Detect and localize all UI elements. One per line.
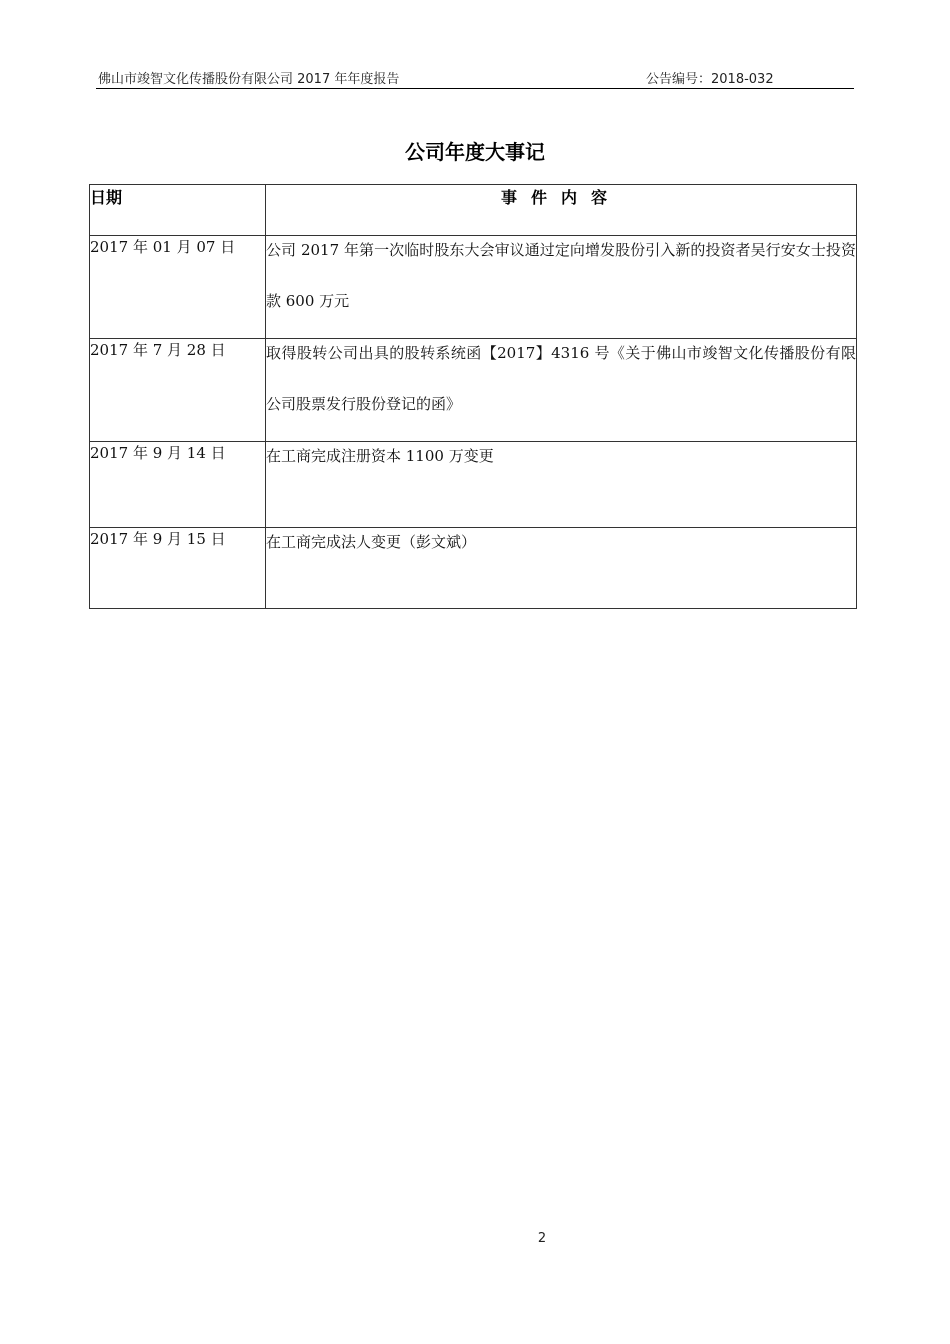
event-date: 2017 年 7 月 28 日: [90, 339, 266, 442]
events-table: [89, 184, 857, 609]
event-date: 2017 年 9 月 15 日: [90, 528, 266, 609]
page-header: [96, 66, 854, 89]
event-date: 2017 年 01 月 07 日: [90, 236, 266, 339]
event-content-text: 在工商完成注册资本 1100 万变更: [266, 447, 494, 465]
event-content-text: 在工商完成法人变更（彭文斌）: [266, 533, 477, 551]
table-row: [90, 442, 857, 528]
table-row: [90, 339, 857, 442]
table-row: [90, 528, 857, 609]
announcement-number: 公告编号：2018-032: [646, 72, 774, 87]
event-content: [266, 339, 857, 442]
report-title: 佛山市竣智文化传播股份有限公司 2017 年年度报告: [98, 72, 400, 87]
event-date: 2017 年 9 月 14 日: [90, 442, 266, 528]
content-column-header: 事件内容: [266, 185, 857, 236]
table-row: [90, 236, 857, 339]
date-column-header: 日期: [90, 185, 266, 236]
page-title: 公司年度大事记: [405, 140, 545, 164]
event-content: [266, 528, 857, 609]
event-content: [266, 442, 857, 528]
page-number: 2: [537, 1231, 547, 1246]
event-content-text: 公司 2017 年第一次临时股东大会审议通过定向增发股份引入新的投资者吴行安女士投资款 600 万元: [266, 241, 856, 310]
event-content-text: 取得股转公司出具的股转系统函【2017】4316 号《关于佛山市竣智文化传播股份有限公司股票发行股份登记的函》: [266, 344, 856, 413]
event-content: [266, 236, 857, 339]
